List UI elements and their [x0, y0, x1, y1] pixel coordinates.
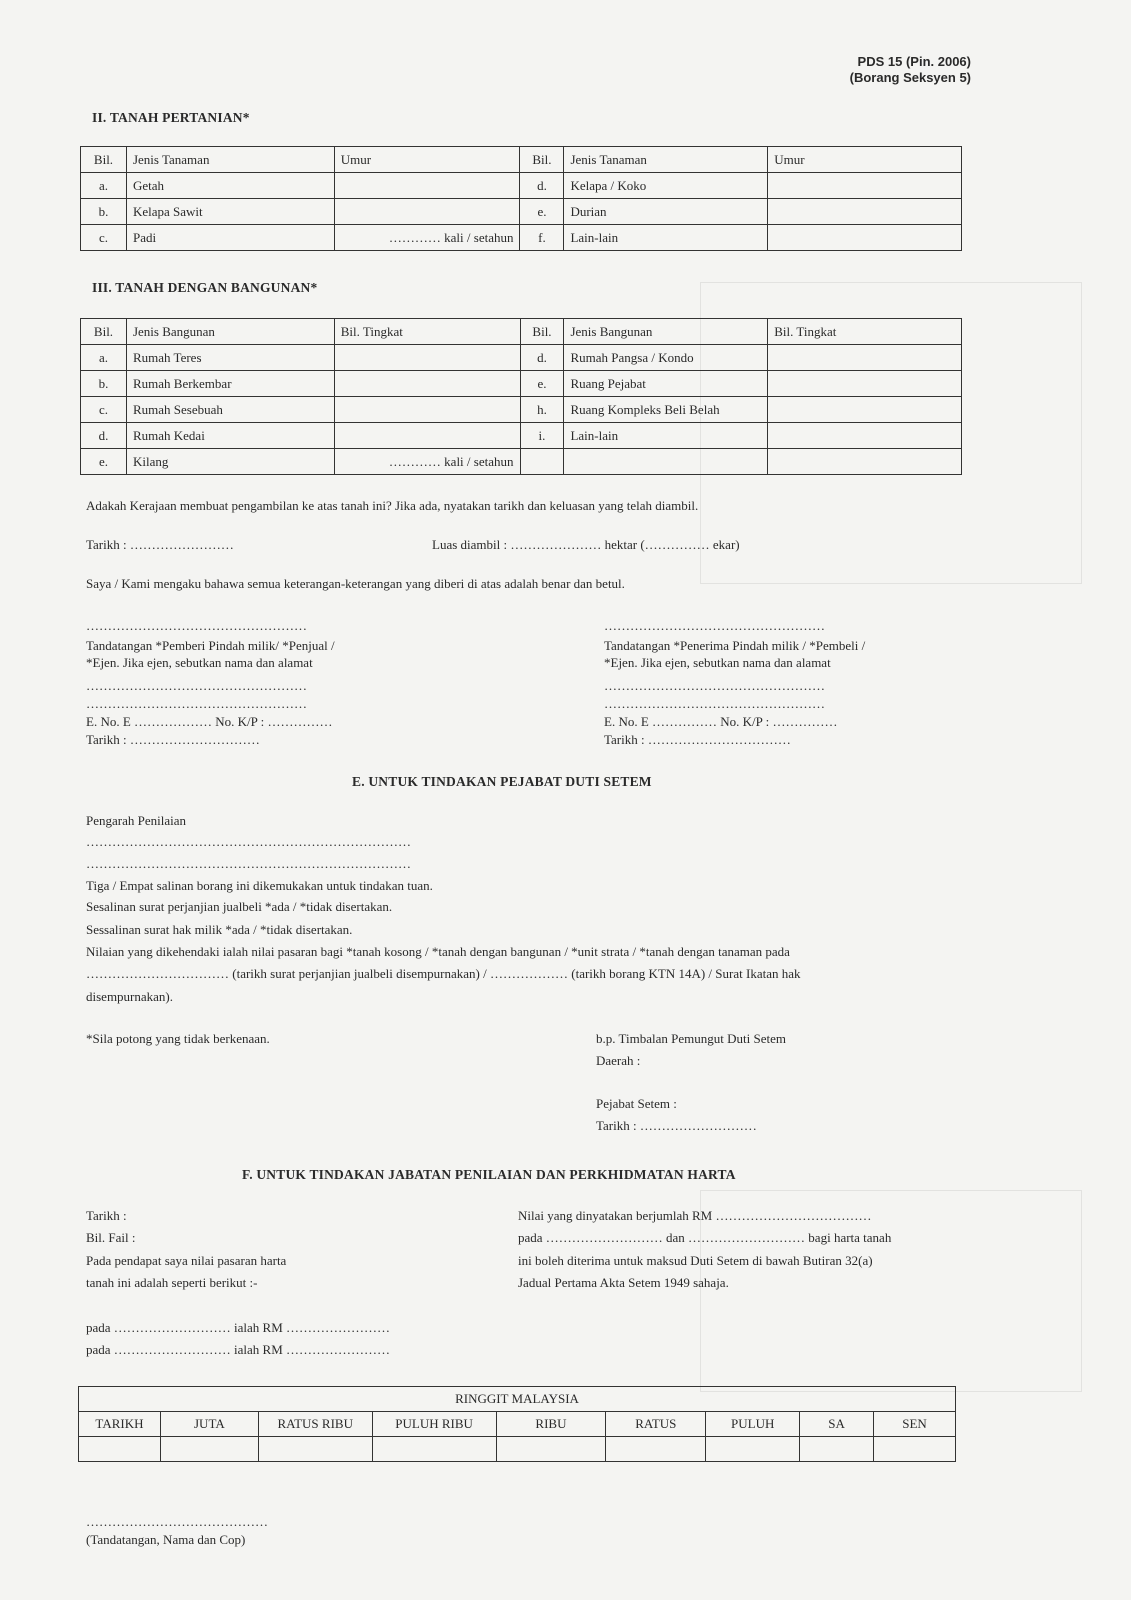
header-cell: RIBU — [496, 1412, 606, 1437]
amount-input-cell[interactable] — [372, 1437, 496, 1462]
table-header-row — [81, 147, 962, 173]
amount-input-cell[interactable] — [160, 1437, 258, 1462]
section-2-title: II. TANAH PERTANIAN* — [92, 110, 250, 125]
floors-input-cell[interactable]: ………… kali / setahun — [334, 449, 520, 475]
table-row — [81, 397, 962, 423]
ringgit-title: RINGGIT MALAYSIA — [79, 1387, 956, 1412]
market-value-line[interactable]: pada ……………………… ialah RM …………………… — [86, 1342, 391, 1357]
table-row — [81, 199, 962, 225]
amount-input-cell[interactable] — [79, 1437, 161, 1462]
header-cell: Bil. — [520, 147, 564, 173]
opinion-text: Pada pendapat saya nilai pasaran harta — [86, 1253, 287, 1268]
acquisition-question: Adakah Kerajaan membuat pengambilan ke atas tanah ini? Jika ada, nyatakan tarikh dan keluasan yang telah diambil. — [86, 498, 699, 513]
market-value-line[interactable]: pada ……………………… ialah RM …………………… — [86, 1320, 391, 1335]
row-number: a. — [81, 173, 127, 199]
amount-input-cell[interactable] — [706, 1437, 800, 1462]
row-number: c. — [81, 225, 127, 251]
address-line[interactable]: ………………………………………………………………… — [86, 834, 411, 849]
header-cell: Jenis Tanaman — [564, 147, 768, 173]
row-number: h. — [520, 397, 564, 423]
id-number-field-right[interactable]: E. No. E …………… No. K/P : …………… — [604, 714, 838, 729]
row-number: e. — [81, 449, 127, 475]
declaration-text: Saya / Kami mengaku bahawa semua keterangan-keterangan yang diberi di atas adalah benar dan betul. — [86, 576, 625, 591]
deputy-collector-label: b.p. Timbalan Pemungut Duti Setem — [596, 1031, 786, 1046]
signature-caption-left: Tandatangan *Pemberi Pindah milik/ *Penjual / — [86, 638, 335, 653]
header-cell: TARIKH — [79, 1412, 161, 1437]
instruction-line: Sesalinan surat perjanjian jualbeli *ada / *tidak disertakan. — [86, 899, 393, 914]
accepted-value-text: pada ……………………… dan ……………………… bagi harta tanah — [518, 1230, 892, 1245]
floors-input-cell[interactable] — [768, 423, 962, 449]
crop-type: Lain-lain — [564, 225, 768, 251]
age-input-cell[interactable] — [768, 173, 962, 199]
age-input-cell[interactable] — [334, 173, 520, 199]
header-cell: Bil. Tingkat — [334, 319, 520, 345]
signature-line-left[interactable]: …………………………………………… — [86, 618, 307, 633]
valuation-requirement: disempurnakan). — [86, 989, 174, 1004]
building-type: Ruang Kompleks Beli Belah — [564, 397, 768, 423]
section-f-title: F. UNTUK TINDAKAN JABATAN PENILAIAN DAN PERKHIDMATAN HARTA — [242, 1167, 736, 1182]
building-land-table — [80, 318, 962, 475]
age-input-cell[interactable] — [334, 199, 520, 225]
floors-input-cell[interactable] — [334, 397, 520, 423]
floors-input-cell[interactable] — [334, 423, 520, 449]
accepted-value-text: Nilai yang dinyatakan berjumlah RM ……………………………… — [518, 1208, 872, 1223]
table-header-row — [81, 319, 962, 345]
date-field-right[interactable]: Tarikh : …………………………… — [604, 732, 791, 747]
floors-input-cell[interactable] — [768, 397, 962, 423]
amount-input-cell[interactable] — [606, 1437, 706, 1462]
header-cell: Jenis Tanaman — [126, 147, 334, 173]
address-line[interactable]: …………………………………………… — [604, 678, 825, 693]
building-type: Kilang — [126, 449, 334, 475]
amount-input-cell[interactable] — [874, 1437, 956, 1462]
signature-caption-right: *Ejen. Jika ejen, sebutkan nama dan alamat — [604, 655, 831, 670]
address-line[interactable]: …………………………………………… — [86, 696, 307, 711]
valuation-requirement: …………………………… (tarikh surat perjanjian jualbeli disempurnakan) / ……………… (tarikh borang KTN 14A) / Surat Ikatan hak — [86, 966, 801, 981]
floors-input-cell[interactable] — [334, 345, 520, 371]
table-row — [79, 1437, 956, 1462]
signature-caption-left: *Ejen. Jika ejen, sebutkan nama dan alamat — [86, 655, 313, 670]
building-type: Lain-lain — [564, 423, 768, 449]
row-number: e. — [520, 371, 564, 397]
row-number: f. — [520, 225, 564, 251]
header-cell: SEN — [874, 1412, 956, 1437]
table-title-row — [79, 1387, 956, 1412]
row-number: a. — [81, 345, 127, 371]
amount-input-cell[interactable] — [800, 1437, 874, 1462]
acquisition-area-field[interactable]: Luas diambil : ………………… hektar (…………… ekar) — [432, 537, 740, 552]
building-type — [564, 449, 768, 475]
header-cell: Bil. — [81, 319, 127, 345]
table-row — [81, 423, 962, 449]
row-number — [520, 449, 564, 475]
form-section: (Borang Seksyen 5) — [849, 70, 971, 85]
table-row — [81, 371, 962, 397]
table-row — [81, 449, 962, 475]
building-type: Rumah Teres — [126, 345, 334, 371]
amount-input-cell[interactable] — [258, 1437, 372, 1462]
header-cell: PULUH — [706, 1412, 800, 1437]
signature-line[interactable]: …………………………………… — [86, 1514, 268, 1529]
accepted-value-text: ini boleh diterima untuk maksud Duti Setem di bawah Butiran 32(a) — [518, 1253, 873, 1268]
id-number-field-left[interactable]: E. No. E ……………… No. K/P : …………… — [86, 714, 333, 729]
floors-input-cell[interactable] — [768, 449, 962, 475]
acquisition-date-field[interactable]: Tarikh : …………………… — [86, 537, 234, 552]
strike-out-note: *Sila potong yang tidak berkenaan. — [86, 1031, 270, 1046]
row-number: e. — [520, 199, 564, 225]
floors-input-cell[interactable] — [768, 345, 962, 371]
opinion-text: tanah ini adalah seperti berikut :- — [86, 1275, 258, 1290]
building-type: Ruang Pejabat — [564, 371, 768, 397]
crop-type: Durian — [564, 199, 768, 225]
signature-caption-right: Tandatangan *Penerima Pindah milik / *Pembeli / — [604, 638, 866, 653]
crop-type: Padi — [126, 225, 334, 251]
address-line[interactable]: …………………………………………… — [86, 678, 307, 693]
table-row — [81, 345, 962, 371]
row-number: d. — [81, 423, 127, 449]
signature-caption: (Tandatangan, Nama dan Cop) — [86, 1532, 246, 1547]
valuation-requirement: Nilaian yang dikehendaki ialah nilai pasaran bagi *tanah kosong / *tanah dengan bangunan / *unit strata / *tanah dengan tanaman pada — [86, 944, 790, 959]
header-cell: PULUH RIBU — [372, 1412, 496, 1437]
row-number: b. — [81, 199, 127, 225]
header-cell: Jenis Bangunan — [126, 319, 334, 345]
section-3-title: III. TANAH DENGAN BANGUNAN* — [92, 280, 318, 295]
crop-type: Kelapa / Koko — [564, 173, 768, 199]
district-field[interactable]: Daerah : — [596, 1053, 641, 1068]
date-field-left[interactable]: Tarikh : ………………………… — [86, 732, 260, 747]
building-type: Rumah Kedai — [126, 423, 334, 449]
building-type: Rumah Pangsa / Kondo — [564, 345, 768, 371]
crop-type: Getah — [126, 173, 334, 199]
header-cell: Bil. — [81, 147, 127, 173]
building-type: Rumah Berkembar — [126, 371, 334, 397]
row-number: c. — [81, 397, 127, 423]
row-number: d. — [520, 345, 564, 371]
signature-line-right[interactable]: …………………………………………… — [604, 618, 825, 633]
ringgit-malaysia-table — [78, 1386, 956, 1462]
amount-input-cell[interactable] — [496, 1437, 606, 1462]
form-code: PDS 15 (Pin. 2006) — [857, 54, 971, 69]
section-e-title: E. UNTUK TINDAKAN PEJABAT DUTI SETEM — [352, 774, 652, 789]
file-number-field[interactable]: Bil. Fail : — [86, 1230, 136, 1245]
accepted-value-text: Jadual Pertama Akta Setem 1949 sahaja. — [518, 1275, 729, 1290]
floors-input-cell[interactable] — [334, 371, 520, 397]
address-line[interactable]: ………………………………………………………………… — [86, 856, 411, 871]
date-field[interactable]: Tarikh : — [86, 1208, 127, 1223]
instruction-line: Sessalinan surat hak milik *ada / *tidak disertakan. — [86, 922, 353, 937]
row-number: b. — [81, 371, 127, 397]
row-number: d. — [520, 173, 564, 199]
header-cell: RATUS — [606, 1412, 706, 1437]
form-code-header — [850, 54, 971, 86]
table-row — [81, 225, 962, 251]
age-input-cell[interactable]: ………… kali / setahun — [334, 225, 520, 251]
age-input-cell[interactable] — [768, 225, 962, 251]
crop-type: Kelapa Sawit — [126, 199, 334, 225]
date-field[interactable]: Tarikh : ……………………… — [596, 1118, 757, 1133]
table-header-row — [79, 1412, 956, 1437]
header-cell: RATUS RIBU — [258, 1412, 372, 1437]
agri-land-table — [80, 146, 962, 251]
header-cell: Bil. — [520, 319, 564, 345]
building-type: Rumah Sesebuah — [126, 397, 334, 423]
valuation-director-label: Pengarah Penilaian — [86, 813, 186, 828]
header-cell: Jenis Bangunan — [564, 319, 768, 345]
header-cell: Umur — [334, 147, 520, 173]
stamp-office-field[interactable]: Pejabat Setem : — [596, 1096, 677, 1111]
age-input-cell[interactable] — [768, 199, 962, 225]
header-cell: JUTA — [160, 1412, 258, 1437]
floors-input-cell[interactable] — [768, 371, 962, 397]
header-cell: Umur — [768, 147, 962, 173]
table-row — [81, 173, 962, 199]
row-number: i. — [520, 423, 564, 449]
address-line[interactable]: …………………………………………… — [604, 696, 825, 711]
header-cell: Bil. Tingkat — [768, 319, 962, 345]
header-cell: SA — [800, 1412, 874, 1437]
instruction-line: Tiga / Empat salinan borang ini dikemukakan untuk tindakan tuan. — [86, 878, 433, 893]
